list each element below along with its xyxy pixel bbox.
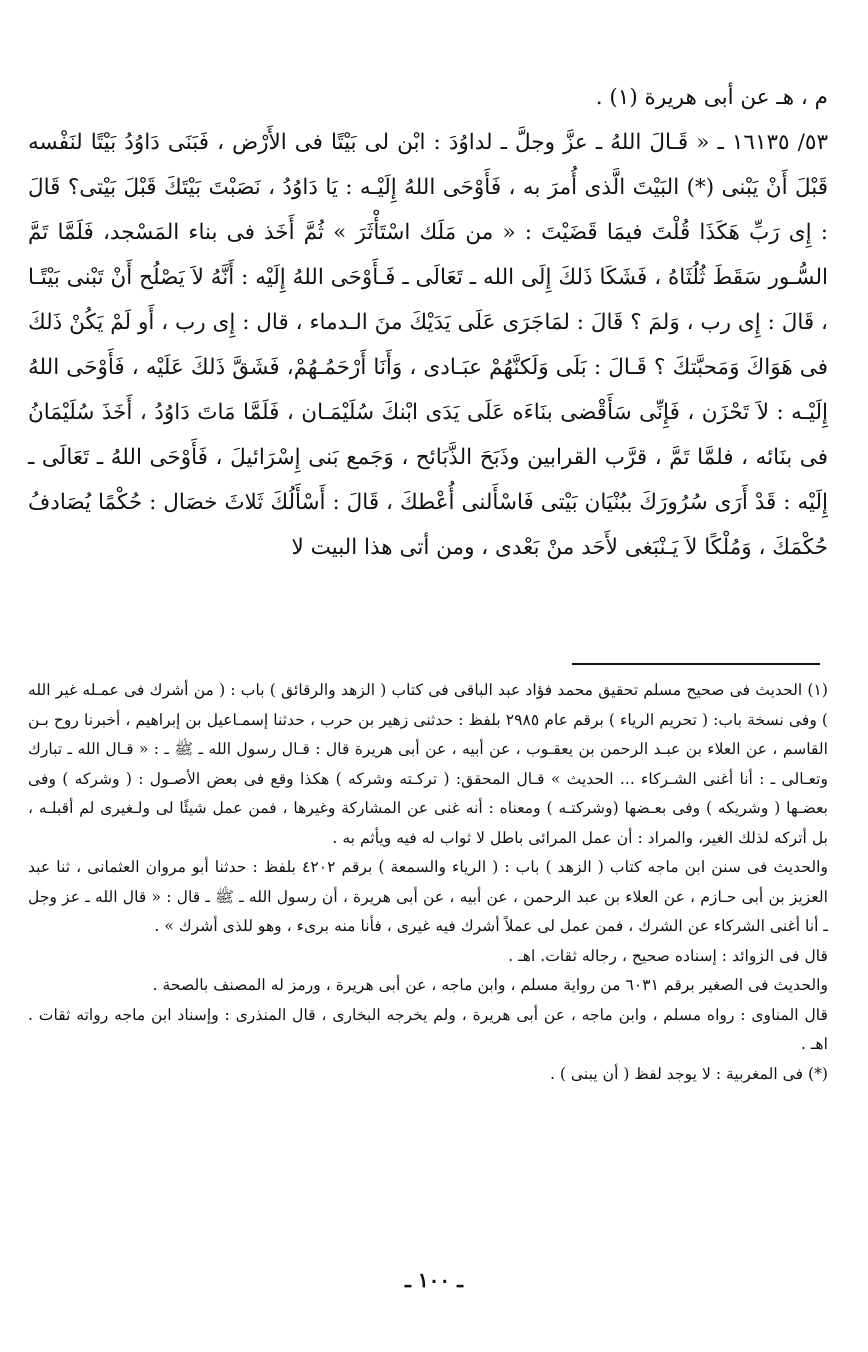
footnote-ibn-majah: والحديث فى سنن ابن ماجه كتاب ( الزهد ) باب : ( الرياء والسمعة ) برقم ٤٢٠٢ بلفظ : حدثنا أبو مروان العثمانى ، ثنا عبد العزيز بن أبى حـازم ، عن العلاء بن عبد الرحمن ، عن أبيه ، عن أبى هريرة ، أن رسول الله ـ ﷺ ـ قال : « قال الله ـ عز وجل ـ أنا أغنى الشركاء عن الشرك ، فمن عمل لى عملاً أشرك فيه غيرى ، فأنا منه برىء ، وهو للذى أشرك » . [28, 858, 828, 935]
footnote-saghir: والحديث فى الصغير برقم ٦٠٣١ من رواية مسلم ، وابن ماجه ، عن أبى هريرة ، ورمز له المصنف بالصحة . [152, 976, 828, 994]
footnote-munawi: قال المناوى : رواه مسلم ، وابن ماجه ، عن أبى هريرة ، ولم يخرجه البخارى ، قال المنذرى : وإسناد ابن ماجه رواته ثقات . اهـ . [28, 1005, 828, 1053]
footnote-zawaid: قال فى الزوائد : إسناده صحيح ، رجاله ثقات. اهـ . [508, 946, 828, 965]
footnotes [28, 676, 828, 1089]
page-number: ـ ١٠٠ ـ [405, 1268, 463, 1292]
footnote-separator [572, 663, 820, 665]
footnote-star: (*) فى المغربية : لا يوجد لفظ ( أن يبنى ) . [549, 1064, 828, 1083]
hadith-paragraph: ٥٣/ ١٦١٣٥ ـ « قَـالَ اللهُ ـ عزَّ وجلَّ ـ لداوُدَ : ابْن لى بَيْتًا فى الأَرْض ، فَبَنَى دَاوُدُ بَيْتًا لنَفْسه قَبْلَ أَنْ يَبْنى (*) البَيْتَ الَّذى أُمرَ به ، فَأَوْحَى اللهُ إِلَيْـه : يَا دَاوُدُ ، نَصَبْتَ بَيْتَكَ قَبْلَ بَيْتى؟ قَالَ : إِى رَبِّ هَكَذَا قُلْتَ فيمَا قَضَيْتَ : « من مَلَك اسْتَأْثَرَ » ثُمَّ أَخَذ فى بناء المَسْجد، فَلَمَّا تَمَّ السُّـور سَقَطَ ثُلُثَاهُ ، فَشَكَا ذَلكَ إِلَى الله ـ تَعَالَى ـ فَـأَوْحَى اللهُ إِلَيْه : أَنَّهُ لاَ يَصْلُح أَنْ تَبْنى بَيْتًـا ، قَالَ : إِى رب ، وَلمَ ؟ قَالَ : لمَاجَرَى عَلَى يَدَيْكَ منَ الـدماء ، قال : إِى رب ، أَو لَمْ يَكُنْ ذَلكَ فى هَوَاكَ وَمَحبَّتكَ ؟ قَـالَ : بَلَى وَلَكنَّهُمْ عبَـادى ، وَأَنَا أَرْحَمُـهُمْ، فَشَقَّ ذَلكَ عَلَيْه ، فَأَوْحَى اللهُ إِلَيْـه : لاَ تَحْزَن ، فَإِنِّى سَأَقْضى بنَاءَه عَلَى يَدَى ابْنكَ سُلَيْمَـان ، فَلَمَّا مَاتَ دَاوُدُ ، أَخَذَ سُلَيْمَانُ فى بنَائه ، فلمَّا تَمَّ ، قرَّب القرابين وذَبَحَ الذَّبَائح ، وَجَمع بَنى إِسْرَائيلَ ، فَأَوْحَى اللهُ ـ تَعَالَى ـ إِلَيْه : قَدْ أَرَى سُرُورَكَ ببُنْيَان بَيْتى فَاسْأَلنى أُعْطكَ ، قَالَ : أَسْأَلُكَ ثَلاثَ خصَال : حُكْمًا يُصَادفُ حُكْمَكَ ، وَمُلْكًا لاَ يَـنْبَغى لأَحَد منْ بَعْدى ، ومن أتى هذا البيت لا [28, 130, 829, 560]
source-line: م ، هـ عن أبى هريرة (١) . [595, 85, 828, 110]
footnote-1: (١) الحديث فى صحيح مسلم تحقيق محمد فؤاد عبد الباقى فى كتاب ( الزهد والرقائق ) باب : ( من أشرك فى عمـله غير الله ) وفى نسخة باب: ( تحريم الرياء ) برقم عام ٢٩٨٥ بلفظ : حدثنى زهير بن حرب ، حدثنا إسمـاعيل بن إبراهيم ، أخبرنا روح بـن القاسم ، عن العلاء بن عبـد الرحمن بن يعقـوب ، عن أبيه ، عن أبى هريرة قال : قـال رسول الله ـ ﷺ ـ : « قـال الله ـ تبارك وتعـالى ـ : أنا أغنى الشـركاء ... الحديث » قـال المحقق: ( تركـته وشركه ) هكذا وقع فى بعض الأصـول : ( وشركه ) وفى بعضـها ( وشريكه ) وفى بعـضها (وشركتـه ) ومعناه : أنه غنى عن المشاركة وغيرها ، فمن عمل شيئًا لى ولـغيرى لم أقبلـه ، بل أتركه لذلك الغير، والمراد : أن عمل المرائى باطل لا ثواب له فيه ويأثم به . [28, 681, 828, 847]
main-text [28, 80, 828, 570]
